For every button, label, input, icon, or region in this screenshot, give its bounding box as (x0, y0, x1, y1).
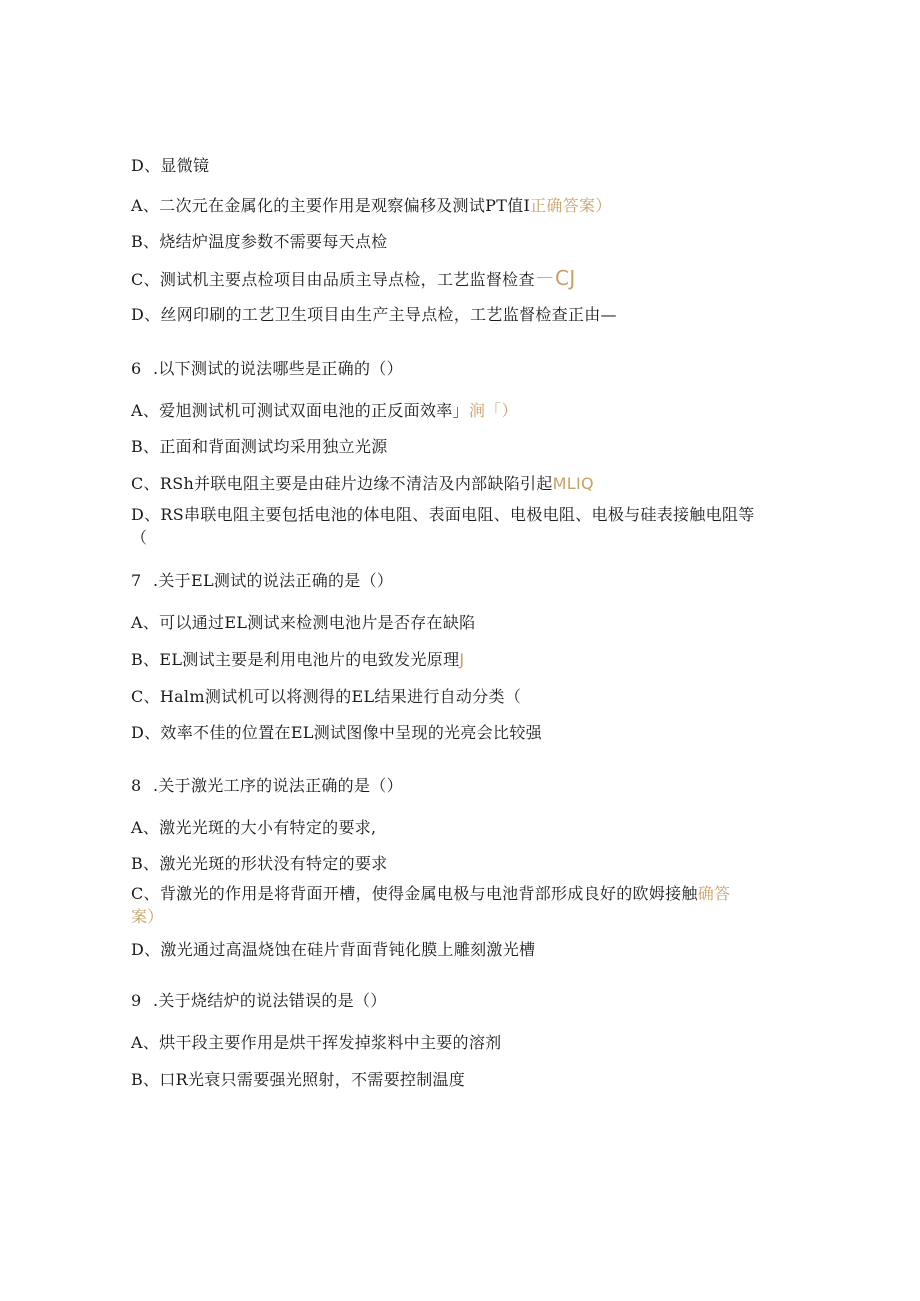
option-c-back-laser: C、背激光的作用是将背面开槽，使得金属电极与电池背部形成良好的欧姆接触确答 (131, 884, 731, 903)
option-c-rsh: C、RSh并联电阻主要是由硅片边缘不清洁及内部缺陷引起MLIQ (131, 474, 594, 493)
answer-mark: 正确答案） (530, 196, 612, 215)
option-b-furnace-temp: B、烧结炉温度参数不需要每天点检 (131, 232, 388, 251)
option-d-rs: D、RS串联电阻主要包括电池的体电阻、表面电阻、电极电阻、电极与硅表接触电阻等 (131, 505, 755, 524)
option-a-tester-bifacial: A、爱旭测试机可测试双面电池的正反面效率」涧「） (131, 401, 518, 420)
question-7: 7 .关于EL测试的说法正确的是（） (131, 571, 394, 590)
option-a-laser-spot-size: A、激光光斑的大小有特定的要求, (131, 818, 377, 837)
option-b-independent-light: B、正面和背面测试均采用独立光源 (131, 437, 388, 456)
option-b-laser-spot-shape: B、激光光斑的形状没有特定的要求 (131, 854, 388, 873)
option-b-el-principle: B、EL测试主要是利用电池片的电致发光原理J (131, 650, 465, 669)
option-d-microscope: D、显微镜 (131, 156, 210, 175)
option-c-halm-classify: C、Halm测试机可以将测得的EL结果进行自动分类（ (131, 687, 522, 706)
question-number: 6 (131, 359, 142, 378)
question-6: 6 .以下测试的说法哪些是正确的（） (131, 359, 403, 378)
option-d-laser-ablation: D、激光通过高温烧蚀在硅片背面背钝化膜上雕刻激光槽 (131, 940, 536, 959)
option-d-el-brightness: D、效率不佳的位置在EL测试图像中呈现的光亮会比较强 (131, 723, 542, 742)
question-9: 9 .关于烧结炉的说法错误的是（） (131, 991, 387, 1010)
option-a-drying-section: A、烘干段主要作用是烘干挥发掉浆料中主要的溶剂 (131, 1033, 502, 1052)
answer-mark: 确答 (697, 884, 731, 903)
answer-mark: MLIQ (552, 474, 594, 493)
question-number: 7 (131, 571, 142, 590)
question-number: 9 (131, 991, 142, 1010)
answer-mark: 涧「） (468, 401, 518, 420)
option-a-el-defects: A、可以通过EL测试来检测电池片是否存在缺陷 (131, 613, 476, 632)
option-c-tester-check: C、测试机主要点检项目由品质主导点检，工艺监督检查－CJ (131, 266, 576, 290)
option-a-2d-measurement: A、二次元在金属化的主要作用是观察偏移及测试PT值I正确答案） (131, 196, 612, 215)
answer-mark: 案） (131, 907, 164, 926)
question-8: 8 .关于激光工序的说法正确的是（） (131, 776, 403, 795)
answer-mark: J (459, 650, 465, 669)
option-d-screen-printing: D、丝网印刷的工艺卫生项目由生产主导点检，工艺监督检查正由— (131, 305, 617, 324)
option-c-back-laser-continuation (131, 906, 164, 928)
question-number: 8 (131, 776, 142, 795)
answer-mark: －CJ (534, 266, 576, 290)
option-b-light-degradation: B、口R光衰只需要强光照射，不需要控制温度 (131, 1070, 466, 1089)
option-d-rs-continuation: （ (131, 528, 148, 547)
